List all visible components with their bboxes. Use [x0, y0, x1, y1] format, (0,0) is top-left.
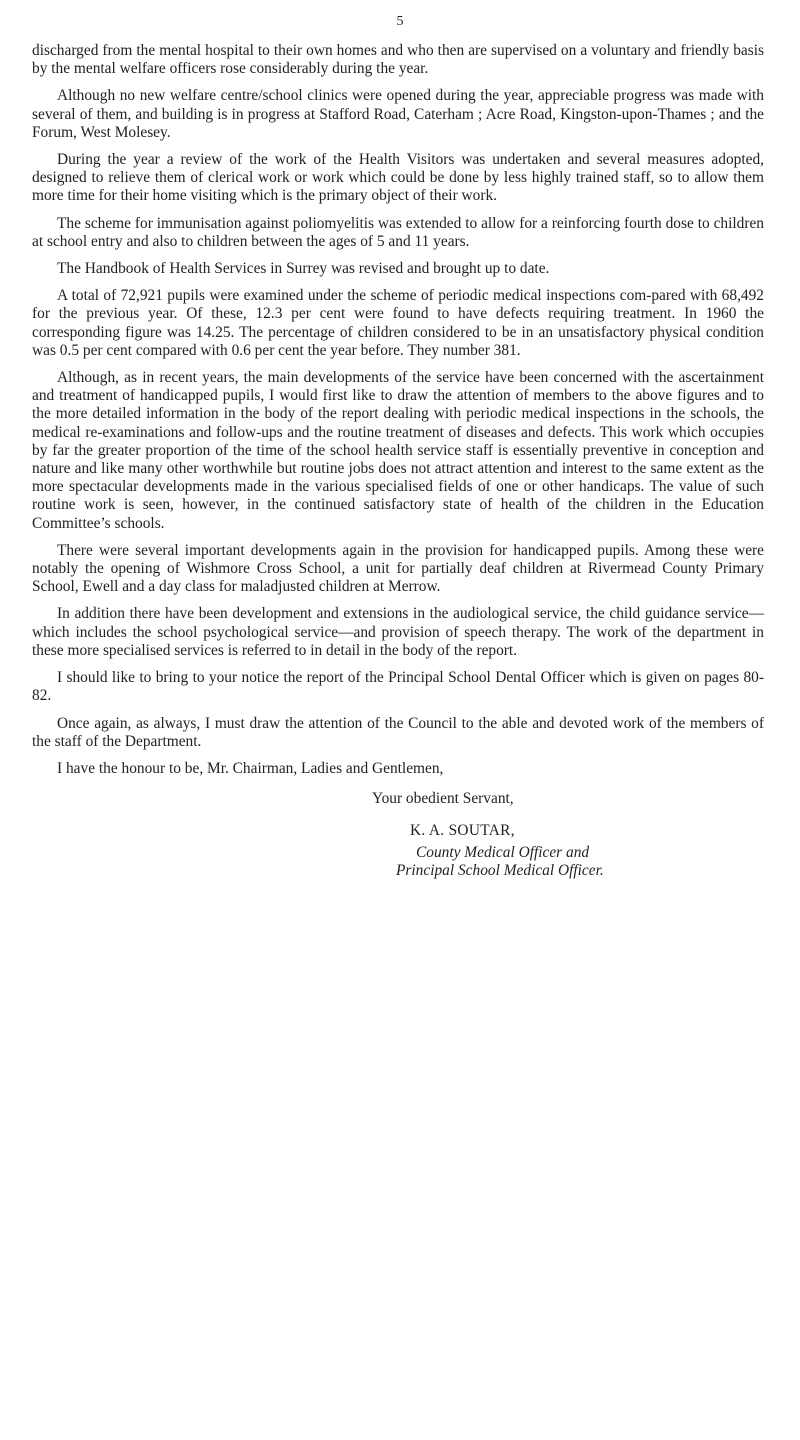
- signature-title-line2: Principal School Medical Officer.: [396, 861, 604, 879]
- paragraph-dental-report: I should like to bring to your notice the report of the Principal School Dental Officer which is given on pages 80-82.: [32, 669, 764, 705]
- paragraph-honour: I have the honour to be, Mr. Chairman, Ladies and Gentlemen,: [57, 759, 444, 777]
- paragraph-handicapped-pupils: There were several important developments again in the provision for handicapped pupils. Among these were notably the opening of Wishmore Cross School, a unit for partially deaf children at Rivermead County Primary School, Ewell and a day class for maladjusted children at Merrow.: [32, 541, 764, 596]
- signature-name: K. A. SOUTAR,: [410, 822, 515, 840]
- paragraph-medical-inspections: A total of 72,921 pupils were examined under the scheme of periodic medical inspections com-pared with 68,492 for the previous year. Of these, 12.3 per cent were found to have defects requiring treatment. In 1960 the corresponding figure was 14.25. The percentage of children considered to be in an unsatisfactory physical condition was 0.5 per cent compared with 0.6 per cent the year before. They number 381.: [32, 287, 764, 359]
- paragraph-immunisation: The scheme for immunisation against poliomyelitis was extended to allow for a reinforcing fourth dose to children at school entry and also to children between the ages of 5 and 11 years.: [32, 214, 764, 250]
- paragraph-mental-welfare: discharged from the mental hospital to their own homes and who then are supervised on a voluntary and friendly basis by the mental welfare officers rose considerably during the year.: [32, 42, 764, 78]
- paragraph-health-visitors: During the year a review of the work of the Health Visitors was undertaken and several measures adopted, designed to relieve them of clerical work or work which could be done by less highly trained staff, so to allow them more time for their home visiting which is the primary object of their work.: [32, 151, 764, 205]
- paragraph-welfare-centres: Although no new welfare centre/school clinics were opened during the year, appreciable progress was made with several of them, and building is in progress at Stafford Road, Caterham ; Acre Road, Kingston-upon-Thames ; and the Forum, West Molesey.: [32, 87, 764, 141]
- paragraph-routine-work: Although, as in recent years, the main developments of the service have been concerned with the ascertainment and treatment of handicapped pupils, I would first like to draw the attention of members to the above figures and to the more detailed information in the body of the report dealing with periodic medical inspections in the schools, the medical re-examinations and follow-ups and the routine treatment of diseases and defects. This work which occupies by far the greater proportion of the time of the school health service staff is essentially preventive in conception and nature and like many other worthwhile but routine jobs does not attract attention and interest to the same extent as the more spectacular developments made in the various specialised fields of one or other handicaps. The value of such routine work is seen, however, in the continued satisfactory state of health of the children in the Education Committee’s schools.: [32, 369, 764, 532]
- document-body: [32, 42, 764, 880]
- page-number: 5: [396, 14, 404, 29]
- signature-closing: Your obedient Servant,: [372, 790, 514, 808]
- paragraph-handbook: The Handbook of Health Services in Surrey was revised and brought up to date.: [57, 260, 550, 278]
- paragraph-staff-thanks: Once again, as always, I must draw the attention of the Council to the able and devoted work of the members of the staff of the Department.: [32, 714, 764, 750]
- paragraph-specialised-services: In addition there have been development and extensions in the audiological service, the child guidance service—which includes the school psychological service—and provision of speech therapy. The work of the department in these more specialised services is referred to in detail in the body of the report.: [32, 605, 764, 659]
- signature-title-line1: County Medical Officer and: [416, 843, 590, 861]
